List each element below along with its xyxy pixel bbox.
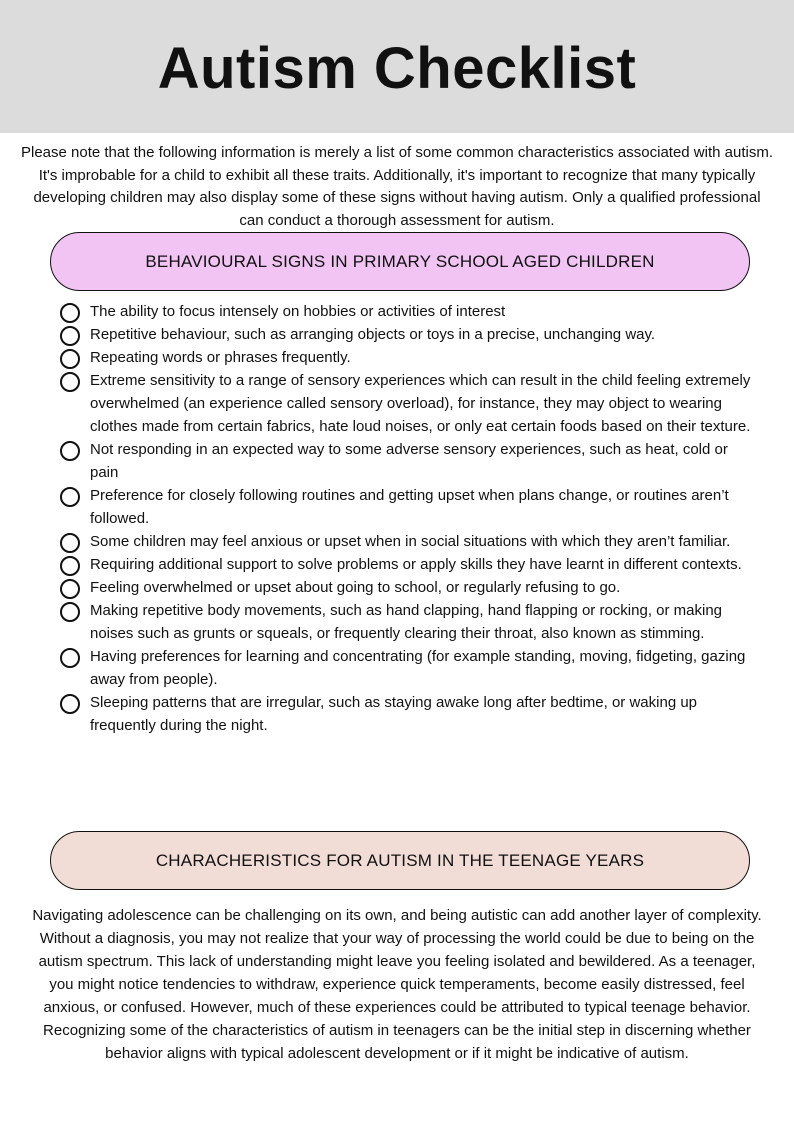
- checkbox-circle[interactable]: [60, 579, 80, 599]
- checklist-item: [58, 484, 758, 530]
- checklist-item: [58, 576, 758, 599]
- checklist-item-label: Having preferences for learning and concentrating (for example standing, moving, fidgeting, gazing away from people).: [90, 648, 746, 688]
- checkbox-circle[interactable]: [60, 648, 80, 668]
- checklist-item: [58, 645, 758, 691]
- checklist-item: [58, 553, 758, 576]
- checklist-item: [58, 346, 758, 369]
- checkbox-circle[interactable]: [60, 694, 80, 714]
- checkbox-circle[interactable]: [60, 326, 80, 346]
- checklist-item-label: Feeling overwhelmed or upset about going to school, or regularly refusing to go.: [90, 579, 621, 596]
- checkbox-circle[interactable]: [60, 602, 80, 622]
- checklist-item-label: Not responding in an expected way to some adverse sensory experiences, such as heat, cold or pain: [90, 441, 728, 481]
- checklist-item-label: Extreme sensitivity to a range of sensory experiences which can result in the child feeling extremely overwhelmed (an experience called sensory overload), for instance, they may object to wearing clothes made from certain fabrics, hate loud noises, or only eat certain foods based on their texture.: [90, 372, 751, 435]
- intro-paragraph: Please note that the following information is merely a list of some common characteristics associated with autism. It's improbable for a child to exhibit all these traits. Additionally, it's important to recognize that many typically developing children may also display some of these signs without having autism. Only a qualified professional can conduct a thorough assessment for autism.: [21, 144, 773, 229]
- checklist-item-label: Some children may feel anxious or upset when in social situations with which they aren’t familiar.: [90, 533, 731, 550]
- checklist-item-label: Making repetitive body movements, such as hand clapping, hand flapping or rocking, or making noises such as grunts or squeals, or frequently clearing their throat, also known as stimming.: [90, 602, 723, 642]
- checkbox-circle[interactable]: [60, 372, 80, 392]
- page-title: Autism Checklist: [157, 36, 637, 101]
- checklist-item-label: Repetitive behaviour, such as arranging objects or toys in a precise, unchanging way.: [90, 326, 656, 343]
- checklist-item-label: Sleeping patterns that are irregular, such as staying awake long after bedtime, or waking up frequently during the night.: [90, 694, 698, 734]
- checkbox-circle[interactable]: [60, 303, 80, 323]
- header-banner: [0, 0, 794, 133]
- checklist: [58, 300, 758, 737]
- checklist-item-label: Preference for closely following routines and getting upset when plans change, or routines aren’t followed.: [90, 487, 729, 527]
- checkbox-circle[interactable]: [60, 487, 80, 507]
- checklist-item-label: Requiring additional support to solve problems or apply skills they have learnt in different contexts.: [90, 556, 742, 573]
- checklist-item: [58, 599, 758, 645]
- checkbox-circle[interactable]: [60, 556, 80, 576]
- checklist-item-label: Repeating words or phrases frequently.: [90, 349, 351, 366]
- section-heading-primary-school: BEHAVIOURAL SIGNS IN PRIMARY SCHOOL AGED CHILDREN: [50, 232, 750, 291]
- section-heading-teenage-years: CHARACHERISTICS FOR AUTISM IN THE TEENAGE YEARS: [50, 831, 750, 890]
- checklist-item: [58, 530, 758, 553]
- checkbox-circle[interactable]: [60, 441, 80, 461]
- teenage-paragraph: Navigating adolescence can be challenging on its own, and being autistic can add another layer of complexity. Without a diagnosis, you may not realize that your way of processing the world could be due to being on the autism spectrum. This lack of understanding might leave you feeling isolated and bewildered. As a teenager, you might notice tendencies to withdraw, experience quick temperaments, become easily distressed, feel anxious, or confused. However, much of these experiences could be attributed to typical teenage behavior. Recognizing some of the characteristics of autism in teenagers can be the initial step in discerning whether behavior aligns with typical adolescent development or if it might be indicative of autism.: [32, 907, 762, 1062]
- checklist-item: [58, 300, 758, 323]
- checklist-item: [58, 369, 758, 438]
- checkbox-circle[interactable]: [60, 533, 80, 553]
- checklist-item: [58, 323, 758, 346]
- checklist-item-label: The ability to focus intensely on hobbies or activities of interest: [90, 303, 506, 320]
- checklist-item: [58, 438, 758, 484]
- checklist-item: [58, 691, 758, 737]
- checkbox-circle[interactable]: [60, 349, 80, 369]
